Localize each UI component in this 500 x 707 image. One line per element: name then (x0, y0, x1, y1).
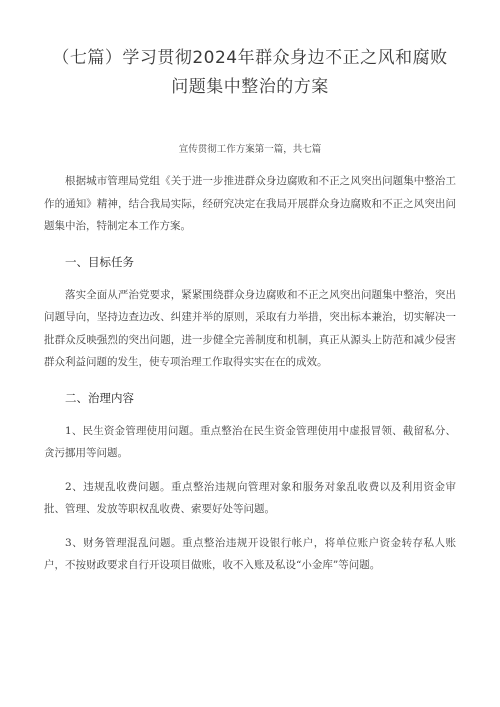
document-title-line-1: （七篇）学习贯彻2024年群众身边不正之风和腐败 (52, 48, 448, 68)
section-heading-content: 二、治理内容 (65, 390, 134, 405)
content-item-1: 1、民生资金管理使用问题。重点整治在民生资金管理使用中虚报冒领、截留私分、贪污挪用等问题。 (44, 424, 456, 459)
content-item-2: 2、违规乱收费问题。重点整治违规向管理对象和服务对象乱收费以及利用资金审批、管理、发放等职权乱收费、索要好处等问题。 (44, 480, 456, 515)
section-heading-goals: 一、目标任务 (65, 254, 134, 269)
document-subtitle: 宣传贯彻工作方案第一篇，共七篇 (178, 144, 322, 155)
goals-paragraph: 落实全面从严治党要求，紧紧围绕群众身边腐败和不正之风突出问题集中整治，突出问题导向，坚持边查边改、纠建并举的原则，采取有力举措，突出标本兼治，切实解决一批群众反映强烈的突出问题，进一步健全完善制度和机制，真正从源头上防范和减少侵害群众利益问题的发生，使专项治理工作取得实实在在的成效。 (44, 288, 456, 368)
intro-paragraph: 根据城市管理局党组《关于进一步推进群众身边腐败和不正之风突出问题集中整治工作的通知》精神，结合我局实际，经研究决定在我局开展群众身边腐败和不正之风突出问题集中治，特制定本工作方案。 (44, 175, 456, 232)
document-title (44, 44, 456, 102)
content-item-3: 3、财务管理混乱问题。重点整治违规开设银行帐户，将单位账户资金转存私人账户，不按财政要求自行开设项目做账，收不入账及私设“小金库”等问题。 (44, 536, 456, 571)
document-title-line-2: 问题集中整治的方案 (171, 77, 329, 97)
